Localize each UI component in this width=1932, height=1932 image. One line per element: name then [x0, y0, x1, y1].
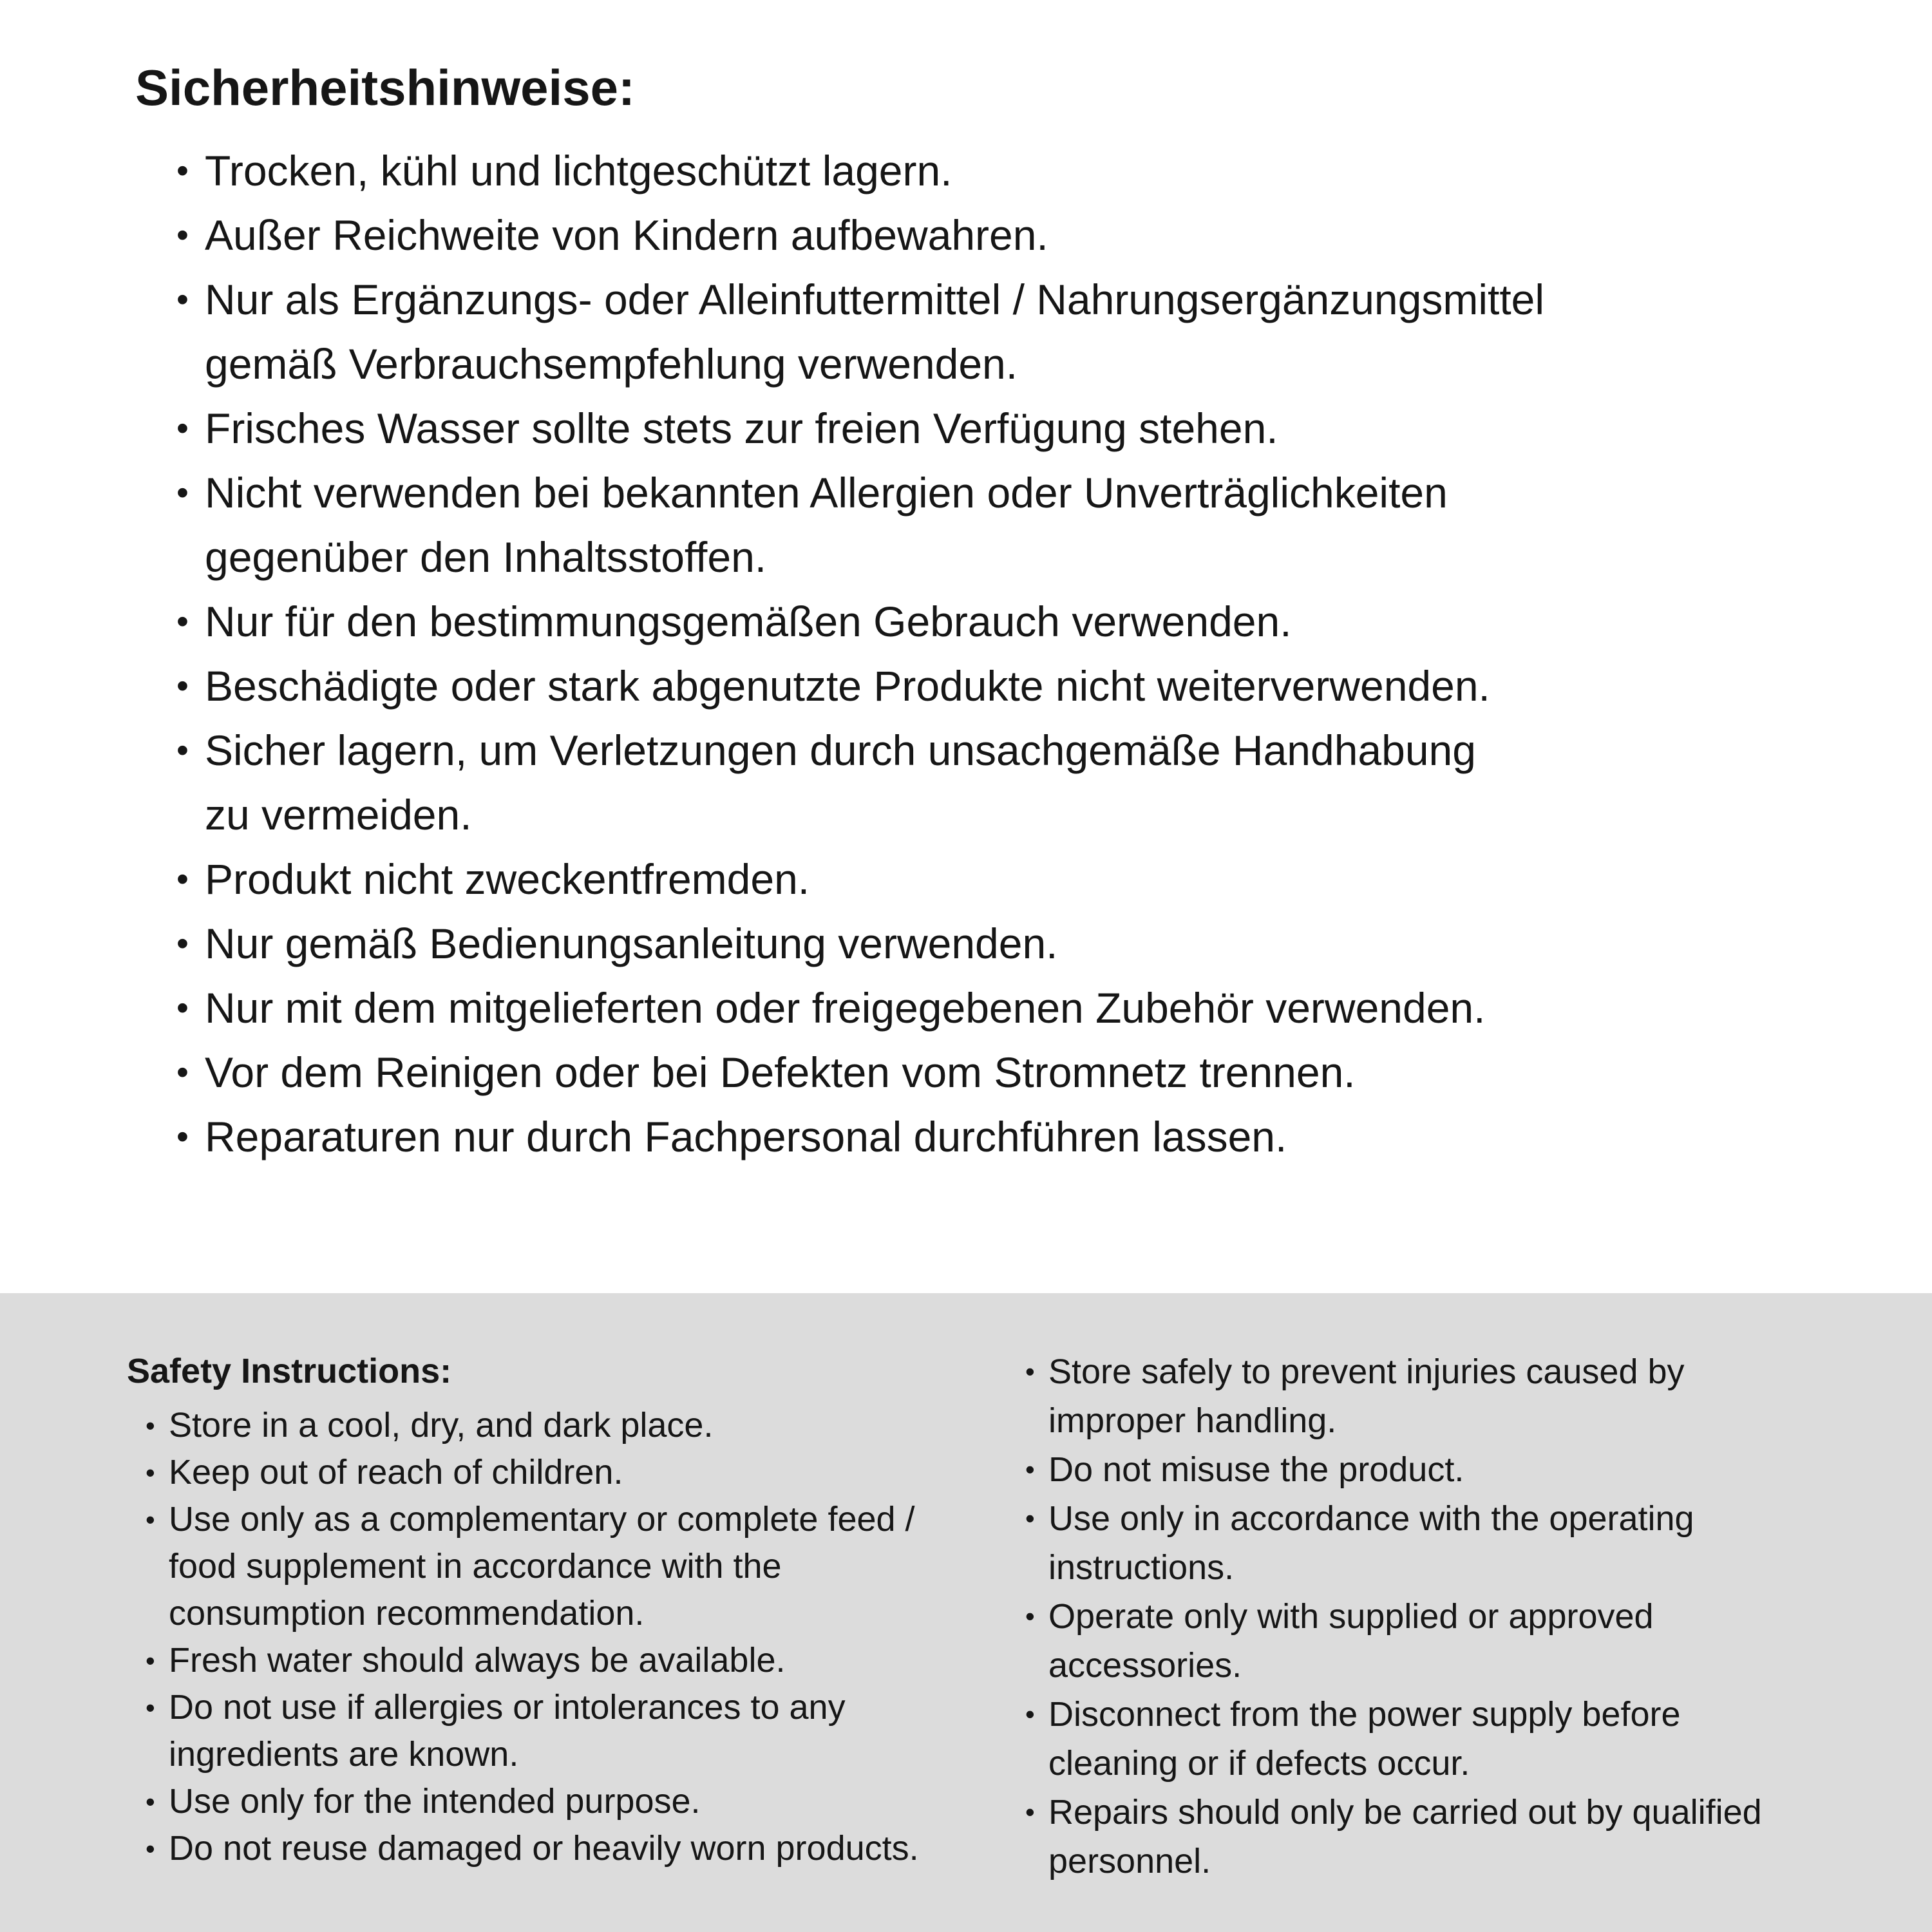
bullet-dot-icon: •: [176, 731, 189, 770]
bullet-line: Reparaturen nur durch Fachpersonal durchführen lassen.: [205, 1113, 1287, 1160]
bullet-item: [146, 1449, 919, 1496]
bullet-dot-icon: •: [146, 1786, 155, 1817]
bullet-dot-icon: •: [146, 1645, 155, 1676]
bullet-dot-icon: •: [146, 1504, 155, 1535]
english-left-bullet-list: [146, 1402, 919, 1872]
bullet-dot-icon: •: [176, 1117, 189, 1156]
bullet-dot-icon: •: [176, 860, 189, 898]
bullet-item: [1025, 1592, 1762, 1690]
bullet-dot-icon: •: [176, 473, 189, 512]
german-safety-title: Sicherheitshinweise:: [135, 59, 635, 116]
bullet-line: Produkt nicht zweckentfremden.: [205, 855, 810, 903]
bullet-dot-icon: •: [146, 1692, 155, 1723]
bullet-line: Nur mit dem mitgelieferten oder freigegebenen Zubehör verwenden.: [205, 984, 1486, 1032]
bullet-item: [176, 203, 1544, 267]
bullet-dot-icon: •: [146, 1457, 155, 1488]
bullet-dot-icon: •: [176, 1053, 189, 1092]
german-bullet-list: [176, 138, 1544, 1169]
bullet-dot-icon: •: [176, 151, 189, 190]
bullet-dot-icon: •: [176, 216, 189, 254]
bullet-line: food supplement in accordance with the: [169, 1547, 782, 1586]
bullet-item: [176, 589, 1544, 654]
bullet-item: [176, 1040, 1544, 1104]
bullet-item: [176, 654, 1544, 718]
bullet-dot-icon: •: [176, 280, 189, 319]
bullet-item: [1025, 1494, 1762, 1592]
english-safety-title: Safety Instructions:: [127, 1352, 452, 1390]
bullet-item: [176, 847, 1544, 911]
bullet-dot-icon: •: [176, 602, 189, 641]
bullet-line: Nicht verwenden bei bekannten Allergien oder Unverträglichkeiten: [205, 469, 1448, 516]
bullet-item: [146, 1496, 919, 1637]
bullet-dot-icon: •: [176, 924, 189, 963]
bullet-line: Do not misuse the product.: [1048, 1450, 1464, 1489]
bullet-dot-icon: •: [1025, 1503, 1035, 1533]
bullet-dot-icon: •: [1025, 1699, 1035, 1729]
bullet-item: [1025, 1347, 1762, 1445]
bullet-line: Beschädigte oder stark abgenutzte Produkte nicht weiterverwenden.: [205, 662, 1490, 710]
bullet-line: Do not reuse damaged or heavily worn products.: [169, 1829, 919, 1868]
bullet-item: [176, 138, 1544, 203]
bullet-item: [176, 911, 1544, 976]
bullet-item: [176, 1104, 1544, 1169]
bullet-dot-icon: •: [176, 989, 189, 1027]
bullet-item: [176, 267, 1544, 396]
bullet-line: Store safely to prevent injuries caused by: [1048, 1352, 1685, 1391]
bullet-line: instructions.: [1048, 1548, 1235, 1587]
bullet-line: Sicher lagern, um Verletzungen durch unsachgemäße Handhabung: [205, 726, 1476, 774]
bullet-item: [176, 460, 1544, 589]
english-panel: [0, 1293, 1932, 1932]
bullet-dot-icon: •: [1025, 1356, 1035, 1387]
bullet-line: Trocken, kühl und lichtgeschützt lagern.: [205, 147, 952, 194]
bullet-line: Disconnect from the power supply before: [1048, 1695, 1681, 1734]
bullet-dot-icon: •: [1025, 1454, 1035, 1484]
bullet-dot-icon: •: [176, 667, 189, 705]
bullet-line: Operate only with supplied or approved: [1048, 1597, 1654, 1636]
bullet-item: [146, 1402, 919, 1449]
bullet-line: consumption recommendation.: [169, 1594, 645, 1633]
bullet-line: Frisches Wasser sollte stets zur freien Verfügung stehen.: [205, 404, 1278, 452]
bullet-dot-icon: •: [146, 1833, 155, 1864]
bullet-item: [146, 1825, 919, 1872]
bullet-line: Fresh water should always be available.: [169, 1641, 786, 1680]
bullet-line: Nur als Ergänzungs- oder Alleinfuttermittel / Nahrungsergänzungsmittel: [205, 276, 1545, 323]
bullet-line: Repairs should only be carried out by qualified: [1048, 1793, 1762, 1832]
bullet-line: gegenüber den Inhaltsstoffen.: [205, 533, 767, 581]
bullet-line: Use only for the intended purpose.: [169, 1782, 701, 1821]
bullet-line: Use only in accordance with the operating: [1048, 1499, 1694, 1538]
bullet-item: [146, 1684, 919, 1778]
bullet-line: ingredients are known.: [169, 1735, 519, 1774]
bullet-line: cleaning or if defects occur.: [1048, 1744, 1470, 1783]
bullet-line: Nur gemäß Bedienungsanleitung verwenden.: [205, 920, 1058, 967]
bullet-line: Keep out of reach of children.: [169, 1453, 623, 1492]
bullet-item: [176, 976, 1544, 1040]
bullet-line: Vor dem Reinigen oder bei Defekten vom Stromnetz trennen.: [205, 1048, 1356, 1096]
bullet-item: [146, 1637, 919, 1684]
bullet-line: zu vermeiden.: [205, 791, 472, 838]
bullet-item: [1025, 1690, 1762, 1788]
bullet-line: accessories.: [1048, 1646, 1242, 1685]
bullet-dot-icon: •: [146, 1410, 155, 1441]
bullet-dot-icon: •: [176, 409, 189, 448]
bullet-line: Use only as a complementary or complete feed /: [169, 1500, 915, 1539]
bullet-item: [1025, 1445, 1762, 1494]
english-right-bullet-list: [1025, 1347, 1762, 1886]
bullet-line: personnel.: [1048, 1842, 1211, 1880]
bullet-dot-icon: •: [1025, 1601, 1035, 1631]
bullet-line: Nur für den bestimmungsgemäßen Gebrauch verwenden.: [205, 598, 1292, 645]
bullet-line: gemäß Verbrauchsempfehlung verwenden.: [205, 340, 1018, 388]
bullet-line: Store in a cool, dry, and dark place.: [169, 1406, 714, 1444]
bullet-dot-icon: •: [1025, 1797, 1035, 1827]
bullet-item: [1025, 1788, 1762, 1886]
bullet-item: [176, 718, 1544, 847]
bullet-line: Außer Reichweite von Kindern aufbewahren.: [205, 211, 1048, 259]
bullet-line: Do not use if allergies or intolerances to any: [169, 1688, 846, 1727]
bullet-item: [176, 396, 1544, 460]
bullet-item: [146, 1778, 919, 1825]
bullet-line: improper handling.: [1048, 1401, 1337, 1440]
